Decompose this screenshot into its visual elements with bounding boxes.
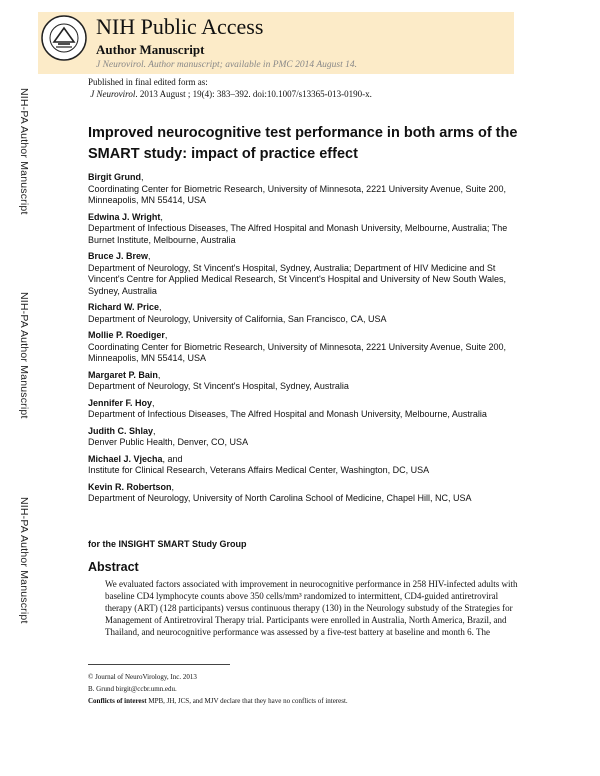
study-group: for the INSIGHT SMART Study Group xyxy=(88,539,247,549)
banner-citation: J Neurovirol. Author manuscript; available in PMC 2014 August 14. xyxy=(96,60,357,70)
author-name: Bruce J. Brew xyxy=(88,251,149,261)
contact-note: B. Grund birgit@ccbr.umn.edu. xyxy=(88,685,177,693)
published-label: Published in final edited form as: xyxy=(88,77,208,87)
author-name: Birgit Grund xyxy=(88,172,141,182)
author-name: Jennifer F. Hoy xyxy=(88,397,153,408)
author-entry: Kevin R. Robertson, Department of Neurology, University of North Carolina School of Medicine, Chapel Hill, NC, USA xyxy=(88,482,528,505)
author-list xyxy=(88,172,528,510)
footnotes xyxy=(88,671,528,707)
author-affiliation: Coordinating Center for Biometric Research, University of Minnesota, 2221 University Avenue, Suite 200, Minneapolis, MN 55414, USA xyxy=(88,341,507,363)
author-affiliation: Denver Public Health, Denver, CO, USA xyxy=(88,437,249,447)
conflicts-label: Conflicts of interest xyxy=(88,697,147,705)
publication-details: . 2013 August ; 19(4): 383–392. doi:10.1007/s13365-013-0190-x. xyxy=(135,89,372,99)
side-label-bottom: NIH-PA Author Manuscript xyxy=(18,497,30,624)
author-name: Judith C. Shlay xyxy=(88,425,154,436)
author-name: Kevin R. Robertson xyxy=(88,481,172,492)
banner-title: NIH Public Access xyxy=(96,14,264,39)
author-entry: Jennifer F. Hoy, Department of Infectious Diseases, The Alfred Hospital and Monash University, Melbourne, Australia xyxy=(88,398,528,421)
copyright-note: © Journal of NeuroVirology, Inc. 2013 xyxy=(88,673,197,681)
author-name: Michael J. Vjecha xyxy=(88,453,163,464)
author-affiliation: Department of Neurology, University of North Carolina School of Medicine, Chapel Hill, NC, USA xyxy=(88,493,472,503)
author-name: Richard W. Price xyxy=(88,302,160,312)
banner-subtitle: Author Manuscript xyxy=(96,42,205,57)
publication-info xyxy=(88,76,372,100)
author-name: Margaret P. Bain xyxy=(88,369,158,380)
author-entry: Birgit Grund, Coordinating Center for Biometric Research, University of Minnesota, 2221 University Avenue, Suite 200, Minneapolis, MN 55414, USA xyxy=(88,172,528,207)
author-name: Mollie P. Roediger xyxy=(88,330,165,340)
author-entry: Mollie P. Roediger, Coordinating Center for Biometric Research, University of Minnesota, 2221 University Avenue, Suite 200, Minneapolis, MN 55414, USA xyxy=(88,330,528,365)
author-affiliation: Department of Infectious Diseases, The Alfred Hospital and Monash University, Melbourne, Australia xyxy=(88,409,487,419)
author-entry: Bruce J. Brew, Department of Neurology, St Vincent's Hospital, Sydney, Australia; Department of HIV Medicine and St Vincent's Centre for Applied Medical Research, St Vincent's Hospital and University of New South Wales, Sydney, Australia xyxy=(88,251,528,297)
author-entry: Margaret P. Bain, Department of Neurology, St Vincent's Hospital, Sydney, Australia xyxy=(88,370,528,393)
author-name: Edwina J. Wright xyxy=(88,211,161,222)
side-label-middle: NIH-PA Author Manuscript xyxy=(18,292,30,419)
conflicts-text: MPB, JH, JCS, and MJV declare that they have no conflicts of interest. xyxy=(146,697,348,705)
author-entry: Edwina J. Wright, Department of Infectious Diseases, The Alfred Hospital and Monash University, Melbourne, Australia; The Burnet Institute, Melbourne, Australia xyxy=(88,212,528,247)
author-affiliation: Coordinating Center for Biometric Research, University of Minnesota, 2221 University Avenue, Suite 200, Minneapolis, MN 55414, USA xyxy=(88,183,507,205)
author-entry xyxy=(88,454,528,477)
side-label-top: NIH-PA Author Manuscript xyxy=(18,88,30,215)
author-affiliation: Department of Neurology, St Vincent's Hospital, Sydney, Australia; Department of HIV Medicine and St Vincent's Centre for Applied Medical Research, St Vincent's Hospital and University of New South Wales, Sydney, Australia xyxy=(88,262,506,296)
author-affiliation: Department of Infectious Diseases, The Alfred Hospital and Monash University, Melbourne, Australia; The Burnet Institute, Melbourne, Australia xyxy=(88,223,508,245)
publication-citation xyxy=(88,88,372,100)
author-entry: Richard W. Price, Department of Neurology, University of California, San Francisco, CA, USA xyxy=(88,302,528,325)
conflicts-note xyxy=(88,695,528,707)
nih-seal-logo xyxy=(40,14,88,62)
abstract-text: We evaluated factors associated with improvement in neurocognitive performance in 258 HIV-infected adults with baseline CD4 lymphocyte counts above 350 cells/mm³ randomized to intermittent, CD4-guided antiretroviral therapy (ART) (128 participants) versus continuous therapy (130) in the Neurology substudy of the Strategies for Management of Antiretroviral Therapy trial. Participants were enrolled in Australia, North America, Brazil, and Thailand, and neurocognitive performance was assessed by a five-test battery at baseline and month 6. The xyxy=(105,579,518,637)
author-suffix: , and xyxy=(162,453,183,464)
author-entry: Judith C. Shlay, Denver Public Health, Denver, CO, USA xyxy=(88,426,528,449)
journal-name: J Neurovirol xyxy=(90,89,136,99)
abstract-heading: Abstract xyxy=(88,560,139,574)
article-title: Improved neurocognitive test performance in both arms of the SMART study: impact of practice effect xyxy=(88,125,518,162)
author-affiliation: Institute for Clinical Research, Veterans Affairs Medical Center, Washington, DC, USA xyxy=(88,465,430,475)
footnote-divider xyxy=(88,664,230,665)
author-affiliation: Department of Neurology, St Vincent's Hospital, Sydney, Australia xyxy=(88,381,349,391)
author-affiliation: Department of Neurology, University of California, San Francisco, CA, USA xyxy=(88,313,387,324)
